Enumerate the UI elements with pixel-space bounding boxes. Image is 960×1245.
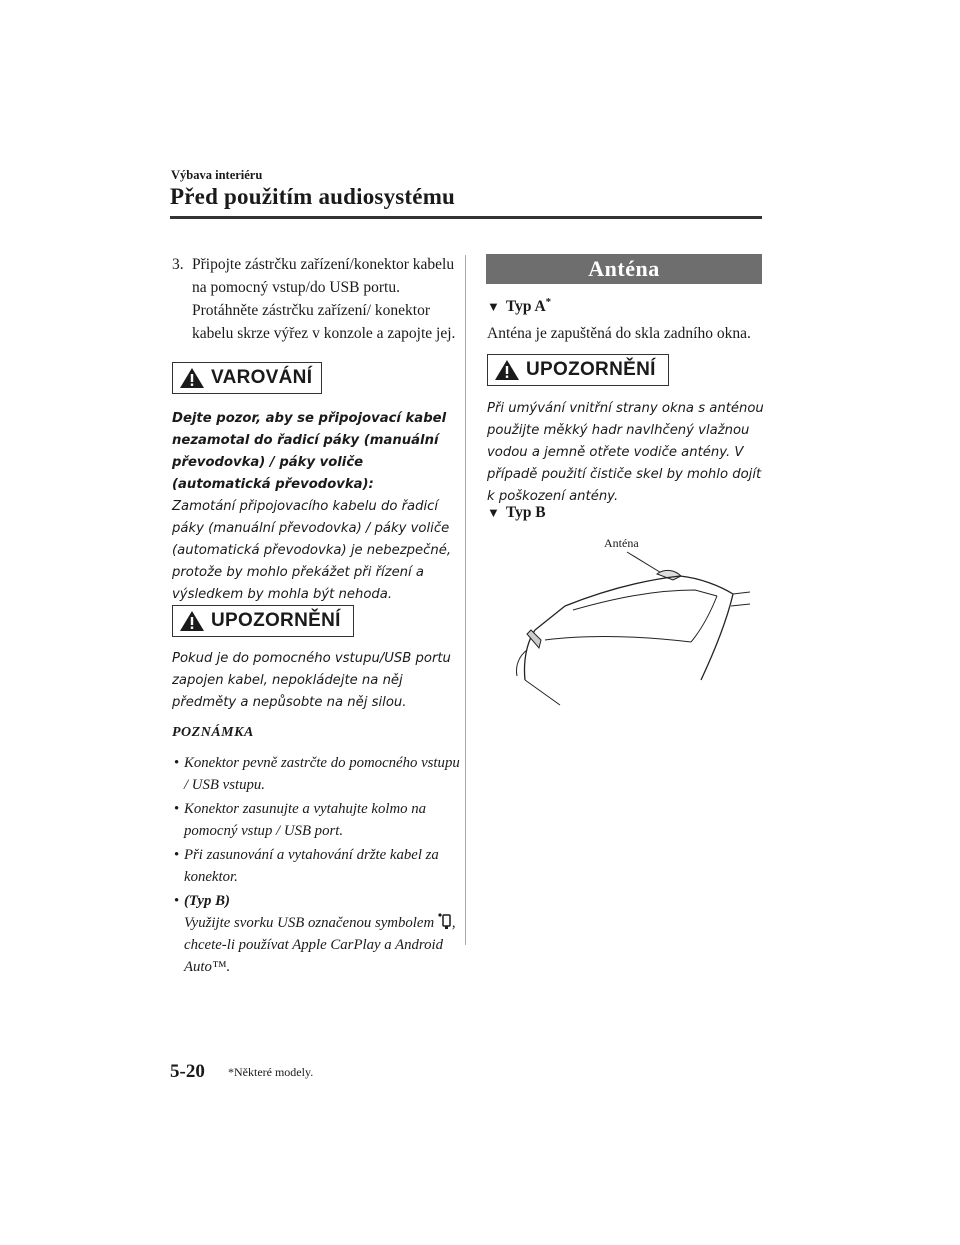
bullet: • (174, 893, 180, 909)
warning-icon (179, 610, 205, 632)
note-item-text: Využijte svorku USB označenou symbolem (184, 915, 438, 931)
warning-box (172, 362, 322, 394)
warning-label: VAROVÁNÍ (211, 367, 313, 388)
rear-window-antenna-illustration (505, 530, 750, 710)
page-title: Před použitím audiosystému (170, 184, 456, 209)
note-item (172, 798, 462, 842)
step-number: 3. (172, 256, 184, 273)
section-banner: Anténa (486, 254, 762, 284)
warning-icon (179, 367, 205, 389)
type-a-label: Typ A (505, 298, 546, 316)
column-divider (465, 255, 466, 945)
note-item-text: , chcete-li používat Apple CarPlay a Android Auto™. (184, 915, 456, 975)
type-b-heading (487, 504, 546, 522)
step-3 (172, 253, 457, 345)
section-label: Výbava interiéru (171, 168, 263, 182)
warning-text (172, 408, 457, 606)
down-triangle-icon: ▼ (487, 299, 500, 315)
caution-label: UPOZORNĚNÍ (526, 359, 656, 380)
figure-label: Anténa (604, 536, 639, 550)
caution-box-right (487, 354, 669, 386)
bullet: • (174, 847, 180, 863)
note-item-text: Konektor zasunujte a vytahujte kolmo na pomocný vstup / USB port. (184, 801, 427, 839)
title-rule (170, 216, 762, 219)
caution-label: UPOZORNĚNÍ (211, 610, 341, 631)
footnote-mark: * (545, 296, 552, 308)
caution-box (172, 605, 354, 637)
page-number: 5-20 (170, 1061, 205, 1082)
note-list (172, 752, 462, 980)
warning-body-text: Zamotání připojovacího kabelu do řadicí páky (manuální převodovka) / páky voliče (automatická převodovka) je nebezpečné, protože by mohlo překážet při řízení a výsledkem by mohla být nehoda. (172, 499, 452, 602)
down-triangle-icon: ▼ (487, 505, 500, 520)
warning-bold-text: Dejte pozor, aby se připojovací kabel nezamotal do řadicí páky (manuální převodovka) / páky voliče (automatická převodovka): (172, 411, 447, 492)
note-item (172, 890, 462, 978)
note-item (172, 844, 462, 888)
step-text: Připojte zástrčku zařízení/konektor kabelu na pomocný vstup/do USB portu. Protáhněte zástrčku zařízení/ konektor kabelu skrze výřez v konzole a zapojte jej. (192, 256, 456, 342)
type-b-label: Typ B (505, 504, 546, 521)
usb-clip-icon (438, 913, 452, 929)
note-heading: POZNÁMKA (172, 725, 254, 740)
footnote: *Některé modely. (228, 1065, 314, 1079)
note-item-text: Při zasunování a vytahování držte kabel za konektor. (184, 847, 439, 885)
note-item-text: Konektor pevně zastrčte do pomocného vstupu / USB vstupu. (184, 755, 460, 793)
note-item (172, 752, 462, 796)
bullet: • (174, 801, 180, 817)
type-a-heading (487, 296, 551, 316)
warning-icon (494, 359, 520, 381)
caution-text: Pokud je do pomocného vstupu/USB portu zapojen kabel, nepokládejte na něj předměty a nepůsobte na něj silou. (172, 651, 451, 710)
bullet: • (174, 755, 180, 771)
type-a-text: Anténa je zapuštěná do skla zadního okna. (487, 325, 751, 342)
note-item-head: (Typ B) (184, 893, 230, 909)
caution-text-right: Při umývání vnitřní strany okna s anténou použijte měkký hadr navlhčený vlažnou vodou a jemně otřete vodiče antény. V případě použití čističe skel by mohlo dojít k poškození antény. (487, 401, 764, 504)
